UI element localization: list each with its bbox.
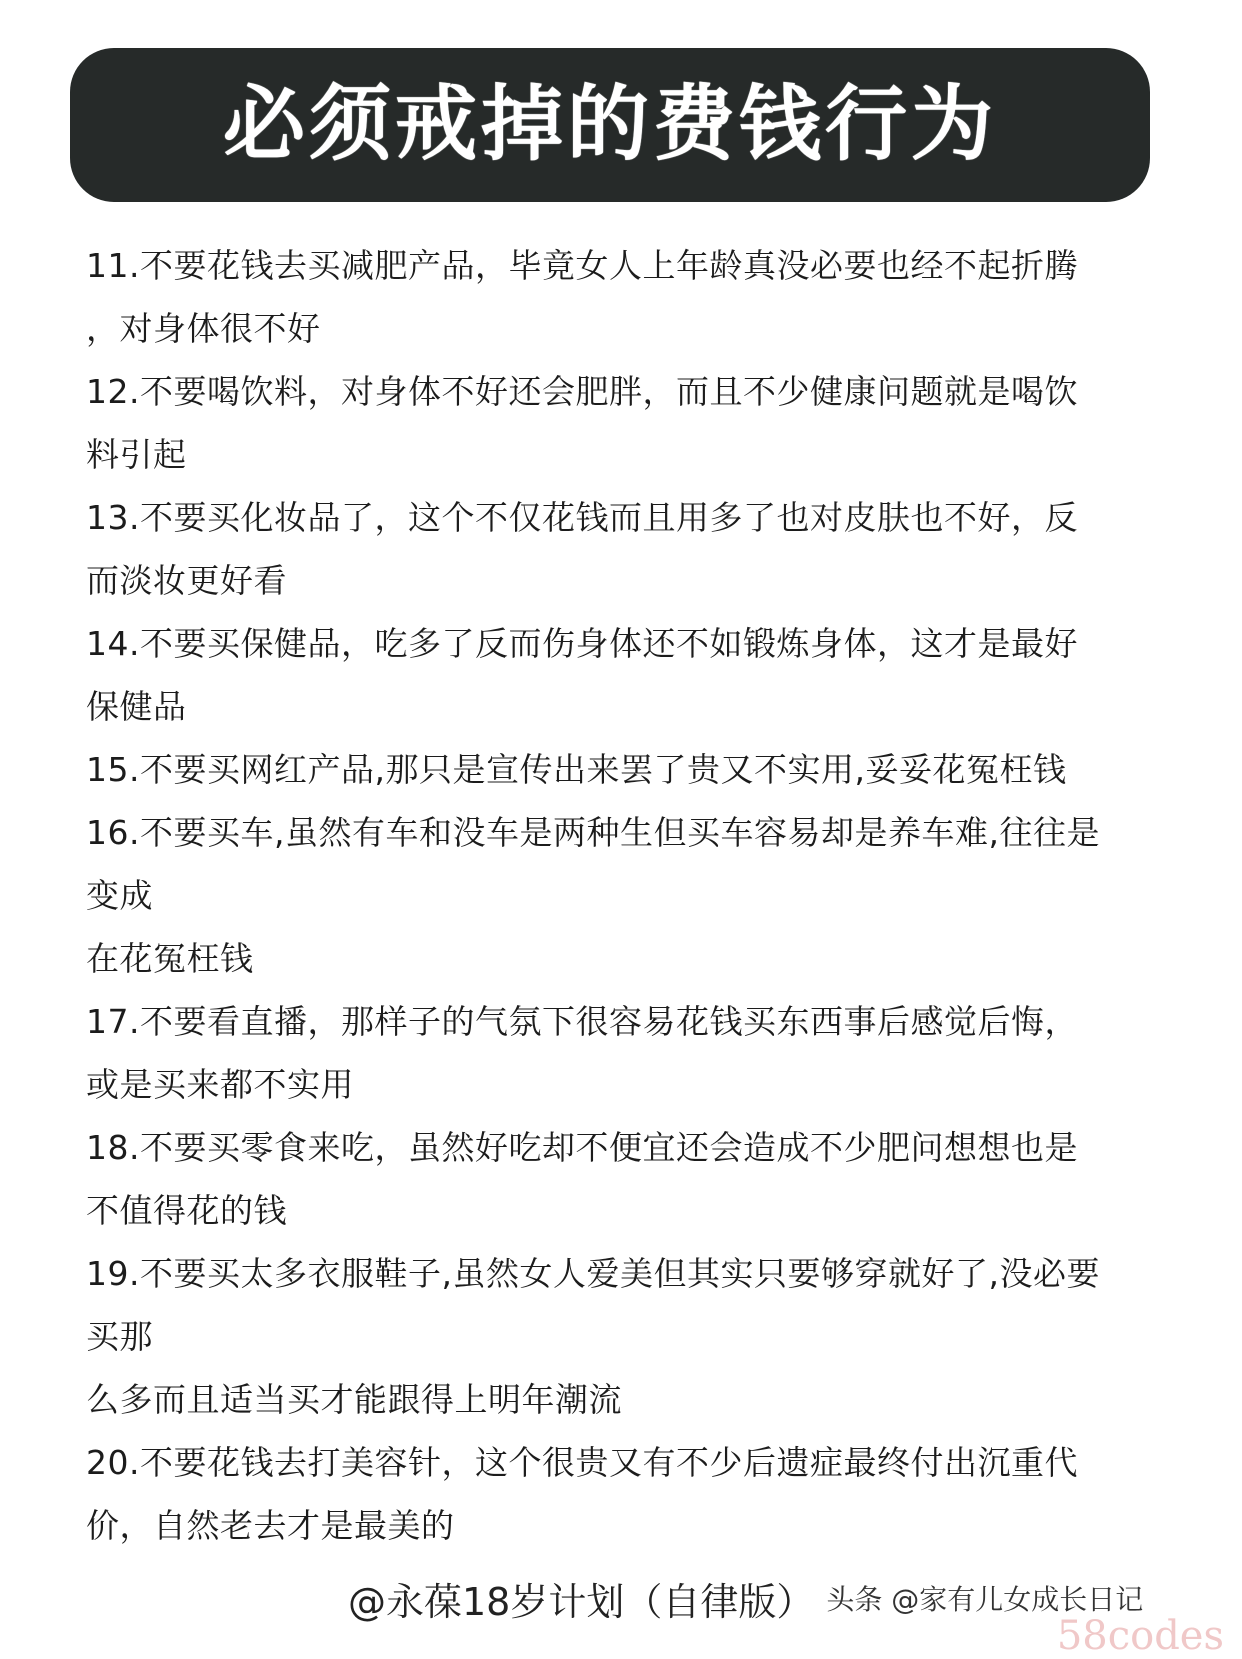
text-line: 19.不要买太多衣服鞋子,虽然女人爱美但其实只要够穿就好了,没必要 [86,1254,1100,1293]
text-line: 16.不要买车,虽然有车和没车是两种生但买车容易却是养车难,往往是 [86,813,1100,852]
text-line: 而淡妆更好看 [86,561,287,600]
content-list [86,234,1176,1557]
author-credit: @永葆18岁计划（自律版） [348,1579,815,1624]
text-line: 18.不要买零食来吃，虽然好吃却不便宜还会造成不少肥问想想也是 [86,1128,1078,1167]
text-line: 20.不要花钱去打美容针，这个很贵又有不少后遗症最终付出沉重代 [86,1443,1078,1482]
text-line: 在花冤枉钱 [86,939,254,978]
page-title: 必须戒掉的费钱行为 [222,77,997,172]
source-watermark: 头条 @家有儿女成长日记 [826,1583,1144,1616]
text-line: 11.不要花钱去买减肥产品，毕竟女人上年龄真没必要也经不起折腾 [86,246,1078,285]
text-line: 料引起 [86,435,187,474]
text-line: 15.不要买网红产品,那只是宣传出来罢了贵又不实用,妥妥花冤枉钱 [86,750,1067,789]
text-line: 14.不要买保健品，吃多了反而伤身体还不如锻炼身体，这才是最好 [86,624,1078,663]
text-line: 么多而且适当买才能跟得上明年潮流 [86,1380,622,1419]
title-banner [70,48,1150,202]
text-line: 或是买来都不实用 [86,1065,354,1104]
text-line: 变成 [86,876,153,915]
text-line: 价，自然老去才是最美的 [86,1506,455,1545]
text-line: 买那 [86,1317,153,1356]
text-line: 保健品 [86,687,187,726]
text-line: 12.不要喝饮料，对身体不好还会肥胖，而且不少健康问题就是喝饮 [86,372,1078,411]
corner-watermark: 58codes [1056,1613,1224,1659]
text-line: 17.不要看直播，那样子的气氛下很容易花钱买东西事后感觉后悔， [86,1002,1078,1041]
text-line: 不值得花的钱 [86,1191,287,1230]
text-line: 13.不要买化妆品了，这个不仅花钱而且用多了也对皮肤也不好，反 [86,498,1078,537]
footer [348,1568,1143,1628]
text-line: ，对身体很不好 [86,309,321,348]
